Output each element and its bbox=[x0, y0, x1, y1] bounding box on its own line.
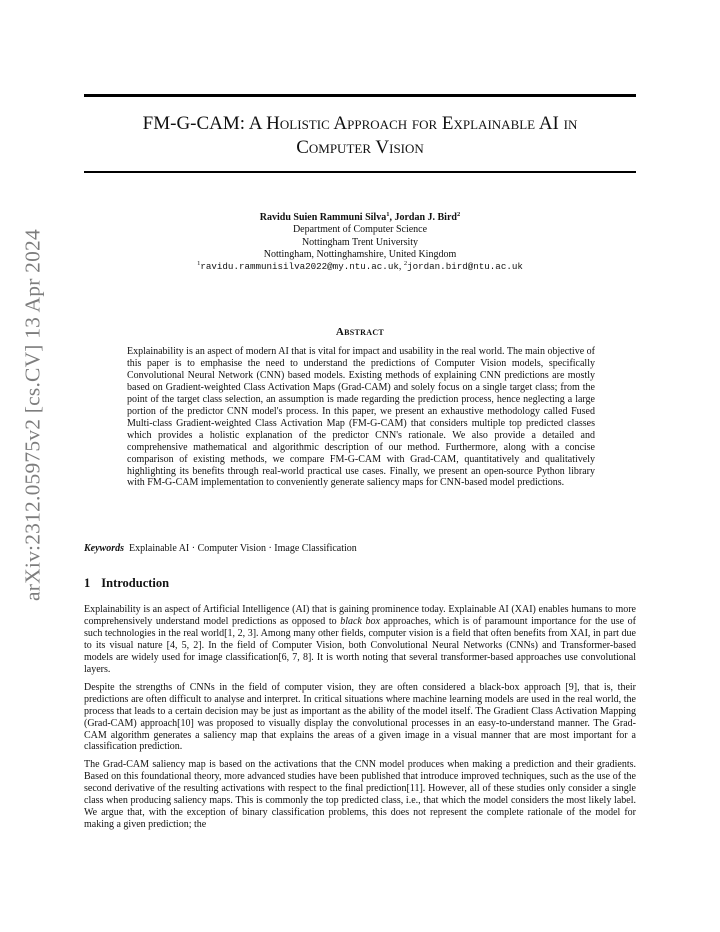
intro-paragraph-1 bbox=[84, 604, 636, 676]
title-line-1: FM-G-CAM: A Holistic Approach for Explainable AI in bbox=[142, 113, 578, 134]
intro-paragraph-3: The Grad-CAM saliency map is based on the activations that the CNN model produces when making a prediction and their gradients. Based on this foundational theory, more advanced studies have been published that introduce improved techniques, such as the use of the second derivative of the resulting activations with respect to the final prediction[11]. However, all of these studies only consider a single class when producing saliency maps. This is commonly the top predicted class, i.e., that which the model considers the most likely label. We argue that, with the exception of binary classification problems, this does not represent the complete rationale of the model for making a given prediction; the bbox=[84, 759, 636, 831]
author-university: Nottingham Trent University bbox=[301, 236, 419, 248]
section-title: Introduction bbox=[101, 576, 170, 590]
keywords-line bbox=[84, 543, 636, 555]
email-separator: , bbox=[398, 261, 404, 273]
title-rule-bottom bbox=[84, 171, 636, 173]
abstract-text: Explainability is an aspect of modern AI that is vital for impact and usability in the real world. The main objective of this paper is to emphasise the need to understand the predictions of Computer Vision models, specifically Convolutional Neural Network (CNN) based models. Existing methods of explaining CNN predictions are mostly based on Gradient-weighted Class Activation Maps (Grad-CAM) and solely focus on a single target class; from the point of the target class selection, an assumption is made regarding the prediction process, hence neglecting a large portion of the predictor CNN model's process. In this paper, we present an exhaustive methodology called Fused Multi-class Gradient-weighted Class Activation Map (FM-G-CAM) that considers multiple top predicted classes which provides a holistic explanation of the predictor CNN's rationale. We also provide a detailed and comprehensive mathematical and algorithmic description of our method. Furthermore, along with a concise comparison of existing methods, we compare FM-G-CAM with Grad-CAM, quantitatively and qualitatively highlighting its benefits through real-world practical use cases. Finally, we present an open-source Python library with FM-G-CAM implementation to conveniently generate saliency maps for CNN-based model predictions. bbox=[127, 346, 595, 489]
title-rule-top bbox=[84, 94, 636, 97]
section-heading-introduction bbox=[84, 576, 169, 591]
email-1[interactable]: ravidu.rammunisilva2022@my.ntu.ac.uk bbox=[200, 261, 399, 273]
email-1-sup: 1 bbox=[197, 260, 201, 268]
intro-p1-emphasis: black box bbox=[340, 615, 380, 627]
title-line-2: Computer Vision bbox=[296, 137, 424, 158]
keywords-label: Keywords bbox=[84, 543, 124, 554]
intro-p1-part-a: Explainability is an aspect of Artificial Intelligence (AI) that is gaining prominence today. Explainable AI (XAI) enables humans to more comprehensively understand model predictions as opposed to bbox=[84, 604, 636, 627]
paper-title bbox=[84, 112, 636, 160]
author-location: Nottingham, Nottinghamshire, United Kingdom bbox=[263, 248, 457, 260]
introduction-body bbox=[84, 604, 636, 837]
intro-paragraph-2: Despite the strengths of CNNs in the field of computer vision, they are often considered a black-box approach [9], that is, their predictions are often difficult to analyse and interpret. In critical situations where machine learning models are used in the real world, the process that leads to a certain decision may be just as important as the ability of the model itself. The Gradient Class Activation Mapping (Grad-CAM) approach[10] was proposed to visually display the convolutional processes in an easy-to-understand manner. The Grad-CAM algorithm generates a saliency map that explains the areas of a given image in a visual manner that are most important for a classification prediction. bbox=[84, 681, 636, 753]
author-1-name: Ravidu Suien Rammuni Silva bbox=[259, 212, 387, 223]
arxiv-identifier: arXiv:2312.05975v2 [cs.CV] 13 Apr 2024 bbox=[20, 229, 45, 601]
intro-p1-part-b: approaches, which is of paramount importance for the use of such technologies in the real world[1, 2, 3]. Among many other fields, computer vision is a field that often benefits from XAI, in part due to its visual nature [4, 5, 2]. In the field of Computer Vision, both Convolutional Neural Networks (CNNs) and Transformer-based models are widely used for image classification[6, 7, 8]. It is worth noting that several transformer-based approaches use convolutional layers. bbox=[84, 615, 636, 675]
email-2[interactable]: jordan.bird@ntu.ac.uk bbox=[407, 261, 523, 273]
author-emails bbox=[84, 261, 636, 273]
author-2-sup: 2 bbox=[456, 211, 461, 218]
author-2-name: Jordan J. Bird bbox=[394, 212, 457, 223]
abstract-heading: Abstract bbox=[335, 326, 385, 338]
author-department: Department of Computer Science bbox=[292, 224, 428, 236]
section-number: 1 bbox=[84, 576, 91, 590]
author-separator: , bbox=[389, 212, 395, 223]
author-1-sup: 1 bbox=[386, 211, 390, 218]
author-names bbox=[84, 212, 636, 224]
author-block bbox=[84, 212, 636, 273]
email-2-sup: 2 bbox=[403, 260, 408, 268]
keywords-text: Explainable AI · Computer Vision · Image Classification bbox=[129, 543, 357, 554]
